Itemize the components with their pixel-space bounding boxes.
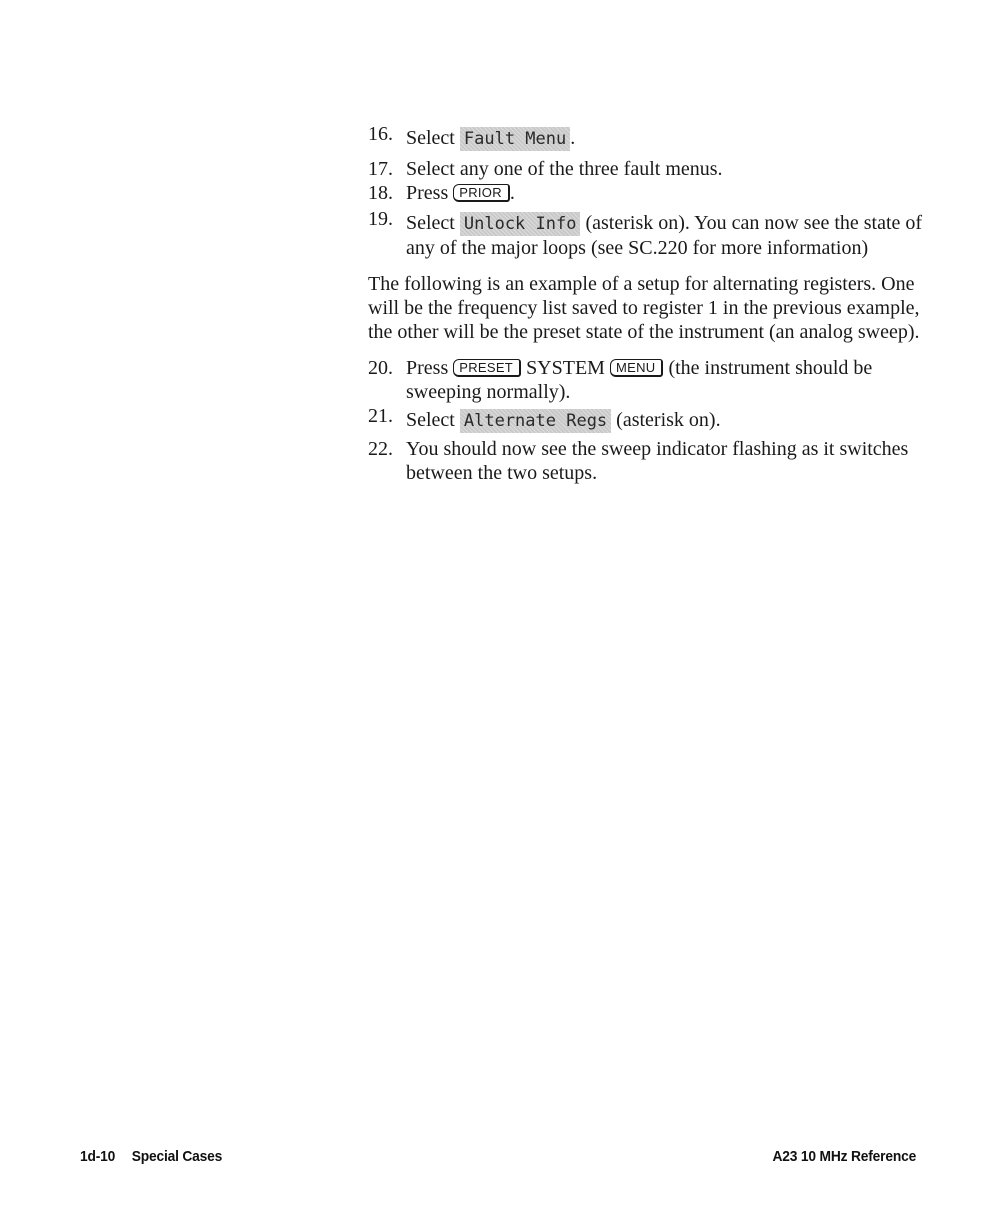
step-number: 17. <box>368 158 393 180</box>
softkey-unlock-info: Unlock Info <box>460 212 581 236</box>
step-20 <box>368 356 928 404</box>
step-text: Press <box>406 182 454 204</box>
step-18 <box>368 181 928 205</box>
step-text: . <box>570 127 576 149</box>
step-19 <box>368 208 928 260</box>
step-22 <box>368 437 928 485</box>
step-text: (asterisk on). You can now see the state of any of the major loops (see SC.220 for more information) <box>406 212 923 259</box>
step-17 <box>368 157 928 181</box>
document-body <box>368 123 928 485</box>
step-16 <box>368 123 928 151</box>
section-title: Special Cases <box>131 1148 223 1165</box>
footer-left <box>80 1148 222 1165</box>
step-number: 19. <box>368 208 393 230</box>
paragraph: The following is an example of a setup for alternating registers. One will be the frequency list saved to register 1 in the previous example, the other will be the preset state of the instrument (an analog sweep). <box>368 273 920 343</box>
step-text: Select any one of the three fault menus. <box>406 158 723 180</box>
step-text: (the instrument should be sweeping normally). <box>406 357 873 403</box>
step-text: . <box>509 182 515 204</box>
step-number: 18. <box>368 182 393 204</box>
step-text: Select <box>406 409 460 431</box>
hardkey-preset: PRESET <box>453 359 521 377</box>
step-text: Press <box>406 357 454 379</box>
step-text: (asterisk on). <box>611 409 721 431</box>
step-text: SYSTEM <box>521 357 610 379</box>
step-number: 21. <box>368 405 393 427</box>
page-number: 1d-10 <box>80 1148 116 1165</box>
softkey-alternate-regs: Alternate Regs <box>460 409 611 433</box>
softkey-fault-menu: Fault Menu <box>460 127 570 151</box>
step-number: 20. <box>368 357 393 379</box>
step-text: Select <box>406 127 460 149</box>
hardkey-prior: PRIOR <box>453 184 510 202</box>
chapter-title: A23 10 MHz Reference <box>772 1148 916 1165</box>
step-number: 22. <box>368 438 393 460</box>
step-text: You should now see the sweep indicator flashing as it switches between the two setups. <box>406 438 909 484</box>
step-21 <box>368 405 928 433</box>
hardkey-menu: MENU <box>610 359 663 377</box>
step-text: Select <box>406 212 460 234</box>
step-number: 16. <box>368 123 393 145</box>
